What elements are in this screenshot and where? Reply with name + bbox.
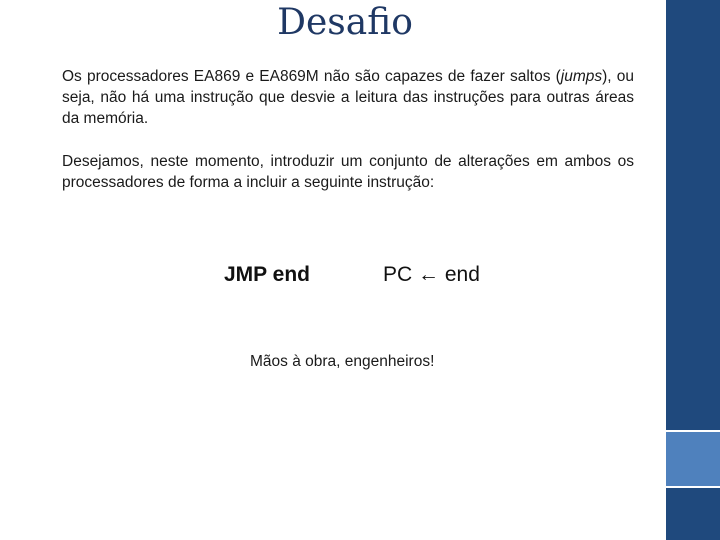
paragraph-intro — [62, 66, 634, 129]
decorative-sidebar — [666, 0, 720, 540]
sidebar-accent-block — [666, 432, 720, 486]
sidebar-bottom-block — [666, 488, 720, 540]
paragraph-intro-text-start: Os processadores EA869 e EA869M não são capazes de fazer saltos ( — [62, 68, 561, 85]
instruction-description: PC ← end — [383, 263, 480, 286]
closing-message: Mãos à obra, engenheiros! — [250, 353, 435, 370]
slide-title: Desafio — [277, 2, 413, 43]
instruction-mnemonic: JMP end — [224, 263, 310, 286]
paragraph-intro-italic-term: jumps — [560, 68, 603, 85]
paragraph-intro-text-end: ), ou seja, não há uma instrução que desvie a leitura das instruções para outras áreas da memória. — [62, 68, 635, 127]
sidebar-top-block — [666, 0, 720, 430]
paragraph-request: Desejamos, neste momento, introduzir um conjunto de alterações em ambos os processadores de forma a incluir a seguinte instrução: — [62, 153, 634, 191]
